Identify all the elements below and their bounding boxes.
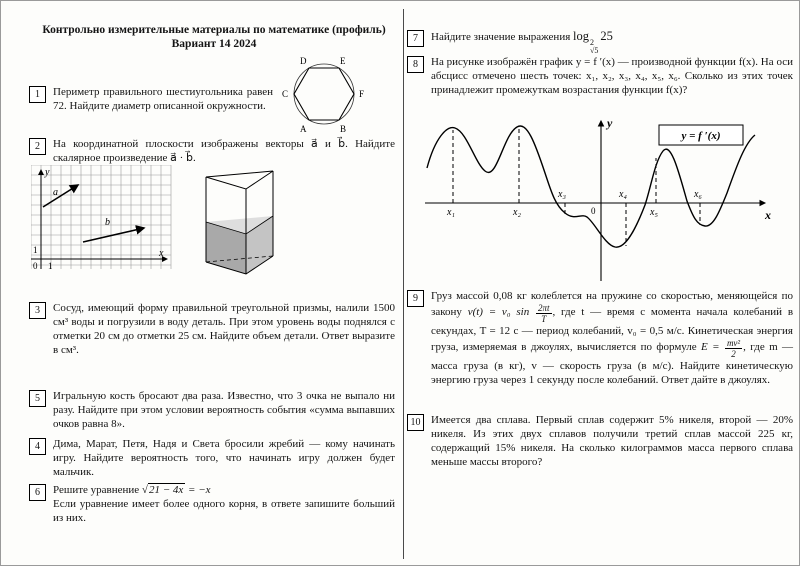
problem-6 <box>29 483 395 525</box>
point-label-x3: x₃ <box>558 189 566 200</box>
point-label-x6: x₆ <box>694 189 702 200</box>
vertex-label-c: C <box>282 89 289 99</box>
problem-5 <box>29 389 395 431</box>
curve-legend-label: y = f ′(x) <box>681 130 721 142</box>
problem-8 <box>407 55 793 97</box>
problem-4 <box>29 437 395 479</box>
vertex-label-b: B <box>340 124 347 134</box>
problem-number: 10 <box>407 414 424 431</box>
hexagon-figure <box>277 53 372 135</box>
problem-7 <box>407 29 793 55</box>
problem-number: 5 <box>29 390 46 407</box>
problem-number: 8 <box>407 56 424 73</box>
equation-note: Если уравнение имеет более одного корня, в ответе запишите больший из них. <box>53 498 395 524</box>
prism-figure <box>197 161 292 283</box>
problem-1 <box>29 85 273 113</box>
fraction: $\frac{\text{mv²}}{2}$ <box>726 338 741 359</box>
vertex-label-f: F <box>359 89 365 99</box>
vector-b-label: b⃗ <box>105 217 118 228</box>
prism-top-face <box>206 171 273 189</box>
problem-text: Дима, Марат, Петя, Надя и Света бросили жребий — кому начинать игру. Найдите вероятность того, что начинать игру должен будет мальчик. <box>53 438 395 478</box>
origin-label: 0 <box>33 261 38 271</box>
problem-3 <box>29 301 395 357</box>
problem-number: 4 <box>29 438 46 455</box>
dashed-guides <box>453 128 700 246</box>
column-divider <box>403 9 404 559</box>
y-axis-label: y <box>607 116 613 130</box>
log-base: √5 <box>590 46 599 55</box>
problem-text: На рисунке изображён график y = f ′(x) — производной функции f(x). На оси абсцисс отмечено шесть точек: x₁, x₂, x₃, x₄, x₅, x₆. Сколько из этих точек принадлежит промежуткам возрастания функции f(x)? <box>431 56 793 96</box>
problem-text: На координатной плоскости изображены векторы a⃗ и b⃗. Найдите скалярное произведение a⃗ · b⃗. <box>53 138 395 164</box>
problem-number: 3 <box>29 302 46 319</box>
hexagon-shape <box>294 68 354 120</box>
equation-intro: Решите уравнение <box>53 484 140 496</box>
sheet-header <box>31 23 397 51</box>
x-axis-label: x <box>765 208 771 222</box>
vector-a-label: a⃗ <box>53 187 66 198</box>
circumscribed-circle <box>294 64 354 124</box>
problem-text: Имеется два сплава. Первый сплав содержит 5% никеля, второй — 20% никеля. Из этих двух сплавов получили третий сплав массой 225 кг, содержащий 15% никеля. На сколько килограммов масса первого сплава меньше массы второго? <box>431 414 793 468</box>
point-label-x2: x₂ <box>513 207 521 218</box>
energy-formula: E = <box>701 341 720 353</box>
problem-text: Игральную кость бросают два раза. Известно, что 3 очка не выпало ни разу. Найдите при этом условии вероятность события «сумма выпавших очков равна 8». <box>53 390 395 430</box>
y-tick-one: 1 <box>33 245 38 255</box>
vertex-label-e: E <box>340 56 346 66</box>
log-exponent: 2 <box>590 38 595 47</box>
point-label-x1: x₁ <box>447 207 455 218</box>
problem-number: 9 <box>407 290 424 307</box>
origin-label: 0 <box>591 206 596 216</box>
sheet-variant: Вариант 14 2024 <box>171 38 257 50</box>
vectors-grid-figure <box>31 165 173 271</box>
grid-lines <box>31 165 171 269</box>
problem-number: 2 <box>29 138 46 155</box>
sheet-title: Контрольно измерительные материалы по математике (профиль) <box>42 24 386 36</box>
y-axis-label: y <box>45 167 50 178</box>
x-tick-one: 1 <box>48 261 53 271</box>
x-axis-label: x <box>159 248 164 259</box>
problem-number: 1 <box>29 86 46 103</box>
vertex-label-a: A <box>300 124 307 134</box>
point-label-x5: x₅ <box>650 207 658 218</box>
problem-text <box>431 29 793 55</box>
problem-number: 6 <box>29 484 46 501</box>
derivative-graph-figure <box>423 113 775 287</box>
velocity-formula: v(t) = v₀ sin <box>467 306 530 318</box>
problem-number: 7 <box>407 30 424 47</box>
point-label-x4: x₄ <box>619 189 627 200</box>
problem-9 <box>407 289 793 387</box>
problem-text: Сосуд, имеющий форму правильной треугольной призмы, налили 1500 см³ воды и погрузили в воду деталь. При этом уровень воды поднялся с отметки 20 см до отметки 25 см. Найдите объем детали. Ответ выразите в см³. <box>53 302 395 356</box>
log-expression: log 2 √5 25 <box>573 29 613 55</box>
expression-intro: Найдите значение выражения <box>431 31 571 43</box>
vertex-label-d: D <box>300 56 307 66</box>
problem-10 <box>407 413 793 469</box>
problem-text <box>53 483 395 525</box>
fraction: $\frac{2\pi t}{T}$ <box>538 303 550 324</box>
equation-formula: √21 − 4x = −x <box>141 484 211 496</box>
problem-text: Груз массой 0,08 кг колеблется на пружине со скоростью, меняющейся по закону v(t) = v₀ sin $\frac{2\pi t}{T}$ , где t — время с момента начала колебаний в секундах, T = 12 с — период колебаний, v₀ = 0,5 м/с. Кинетическая энергия груза, измеряемая в джоулях, вычисляется по формуле E = $\frac{\text{mv²}}{2}$ , где m — масса груза (в кг), v — скорость груза (в м/с). Найдите кинетическую энергию груза через 1 секунду после колебаний. Ответ дайте в джоулях. <box>431 290 794 386</box>
problem-text: Периметр правильного шестиугольника равен 72. Найдите диаметр описанной окружности. <box>53 86 273 112</box>
